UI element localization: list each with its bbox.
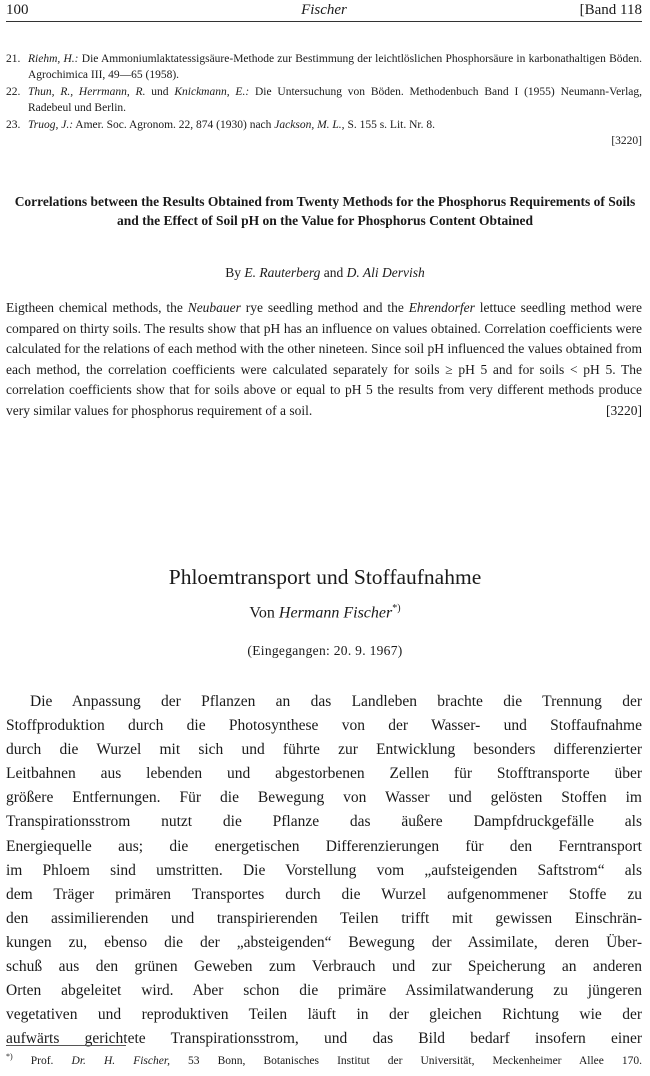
reference-item	[6, 52, 642, 83]
body-line: im Phloem sind umstritten. Die Vorstellung vom „aufsteigenden Saftstrom“ als	[6, 861, 642, 879]
body-line: Energiequelle aus; die energetischen Differenzierungen für den Ferntransport	[6, 837, 642, 855]
abstract-title: Correlations between the Results Obtained from Twenty Methods for the Phosphorus Requirements of Soils and the Effect of Soil pH on the Value for Phosphorus Content Obtained	[14, 194, 636, 228]
body-line: schuß aus den grünen Geweben zum Verbrauch und zur Speicherung an anderen	[6, 958, 642, 976]
body-line: Orten abgeleitet wird. Aber schon die primäre Assimilatwanderung zu jüngeren	[6, 982, 642, 1000]
volume-label: [Band 118	[579, 2, 642, 18]
reference-text: Die Untersuchung von Böden. Methodenbuch Band I (1955) Neumann-Verlag, Radebeul und Berlin.	[28, 86, 643, 114]
reference-text: Amer. Soc. Agronom. 22, 874 (1930) nach	[75, 119, 272, 132]
body-line: kungen zu, ebenso die der „absteigenden“ Bewegung der Assimilate, deren Über-	[6, 933, 642, 951]
reference-code: [3220]	[611, 134, 642, 147]
reference-text: S. 155 s. Lit. Nr. 8.	[347, 119, 435, 132]
reference-author: Riehm, H.:	[28, 53, 79, 65]
article-byline: Von Hermann Fischer*)	[249, 603, 401, 622]
reference-text: Die Ammoniumlaktatessigsäure-Methode zur Bestimmung der leichtlöslichen Phosphorsäure in karbonathaltigen Böden. Agrochimica III, 49—65 (1958).	[28, 53, 643, 81]
body-line: Stoffproduktion durch die Photosynthese von der Wasser- und Stoffaufnahme	[6, 717, 642, 735]
body-line: Die Anpassung der Pflanzen an das Landleben brachte die Trennung der	[30, 693, 642, 710]
abstract-body: Eigtheen chemical methods, the Neubauer rye seedling method and the Ehrendorfer lettuce seedling method were compared on thirty soils. The results show that pH has an influence on values obtained. Correlation coefficients were calculated for the relations of each method with the other nineteen. Since soil pH influenced the values obtained from each method, the correlation coefficients were calculated separately for soils ≥ pH 5 and for soils < pH 5. The correlation coefficients show that for soils above or equal to pH 5 the results from very different methods produce very similar values for phosphorus requirement of a soil. [3220]	[6, 298, 642, 422]
body-line: Leitbahnen aus lebenden und abgestorbenen Zellen für Stofftransporte über	[6, 765, 642, 783]
reference-list	[6, 52, 642, 152]
article-author: Hermann Fischer	[278, 604, 393, 622]
footnote: *) Prof. Dr. H. Fischer, 53 Bonn, Botanisches Institut der Universität, Meckenheimer Allee 170.	[6, 1052, 643, 1067]
footnote-author: Dr. H. Fischer,	[71, 1054, 170, 1067]
body-line: dem Träger primären Transportes durch die Wurzel aufgenommener Stoffe zu	[6, 885, 642, 903]
header-rule	[6, 21, 642, 22]
reference-number: 22.	[6, 86, 21, 99]
article-body	[6, 690, 642, 1051]
body-line: vegetativen und reproduktiven Teilen läuft in der gleichen Richtung wie der	[6, 1006, 642, 1024]
reference-number: 23.	[6, 119, 21, 132]
running-header	[6, 0, 642, 22]
reference-author: Truog, J.:	[28, 119, 74, 132]
reference-number: 21.	[6, 53, 21, 65]
footnote-rule	[6, 1045, 126, 1046]
reference-conjunction: und	[151, 86, 169, 99]
body-line: aufwärts gerichtete Transpirationsstrom, und das Bild bedarf insofern einer	[6, 1030, 642, 1048]
running-title: Fischer	[301, 2, 347, 18]
abstract-code: [3220]	[606, 402, 642, 418]
article-title: Phloemtransport und Stoffaufnahme	[168, 565, 482, 589]
reference-author: Knickmann, E.:	[174, 86, 250, 99]
body-line: den assimilierenden und transpirierenden Teilen trifft mit gewissen Einschrän-	[6, 909, 642, 927]
page-number: 100	[6, 2, 29, 18]
body-line: größere Entfernungen. Für die Bewegung von Wasser und gelösten Stoffen im	[6, 789, 642, 807]
reference-author: Thun, R., Herrmann, R.	[28, 86, 146, 99]
reference-author: Jackson, M. L.,	[274, 119, 345, 132]
reference-item	[6, 85, 642, 116]
abstract-author: D. Ali Dervish	[346, 265, 425, 280]
body-line: durch die Wurzel mit sich und führte zur Entwicklung besonders differenzierter	[6, 741, 642, 759]
body-line: Transpirationsstrom nutzt die Pflanze das äußere Dampfdruckgefälle als	[6, 813, 642, 831]
reference-item	[6, 118, 642, 149]
received-date: (Eingegangen: 20. 9. 1967)	[247, 643, 403, 658]
abstract-byline: By E. Rauterberg and D. Ali Dervish	[225, 265, 425, 280]
abstract-author: E. Rauterberg	[244, 265, 321, 280]
footnote-mark: *)	[392, 603, 401, 614]
